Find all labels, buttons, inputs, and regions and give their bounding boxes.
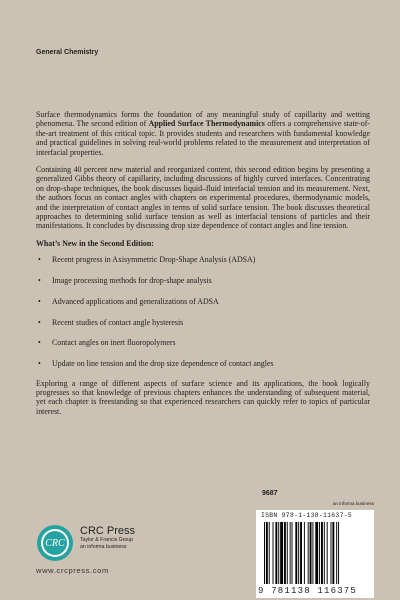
- publisher-name: CRC Press: [80, 525, 136, 537]
- bullet-icon: •: [38, 317, 41, 327]
- content-paragraph: Containing 40 percent new material and reorganized content, this second edition begins by presenting a generalized Gibbs theory of capillarity, including discussions of highly curved interfaces. Concentrating on drop-shape techniques, the book discusses liquid–fluid interfacial tension and its measurement. Next, the authors focus on contact angles with chapters on experimental procedures, thermodynamic models, and the interpretation of contact angles in terms of solid surface tension. The book discusses theoretical approaches to determining solid surface tension as well as interfacial tensions of particles and their manifestations. It concludes by discussing drop size dependence of contact angles and line tension.: [36, 165, 370, 231]
- whats-new-heading: What’s New in the Second Edition:: [36, 238, 154, 248]
- website-link[interactable]: www.crcpress.com: [36, 566, 109, 575]
- intro-paragraph: Surface thermodynamics forms the foundation of any meaningful study of capillarity and wetting phenomena. The second edition of Applied Surface Thermodynamics offers a comprehensive state-of-the-art treatment of this critical topic. It provides students and researchers with fundamental knowledge and practical guidelines in solving real-world problems related to the measurement and interpretation of interfacial properties.: [36, 110, 371, 157]
- back-cover-text: [36, 110, 370, 424]
- closing-paragraph: Exploring a range of different aspects of surface science and its applications, the book logically progresses so that knowledge of previous chapters enhances the understanding of subsequent material, yet each chapter is freestanding so that experienced researchers can quickly refer to topics of particular interest.: [36, 378, 370, 416]
- publisher-informa: an informa business: [80, 543, 127, 550]
- isbn-number: ISBN 978-1-138-11637-5: [261, 512, 352, 519]
- bullet-icon: •: [38, 276, 41, 286]
- bullet-icon: •: [38, 338, 41, 348]
- crc-logo-icon: [36, 524, 74, 562]
- bullet-icon: •: [38, 255, 41, 265]
- list-item: • Advanced applications and generalizations of ADSA: [38, 296, 219, 306]
- category-label: General Chemistry: [36, 49, 99, 56]
- list-item: • Image processing methods for drop-shape analysis: [38, 276, 212, 286]
- list-item: • Contact angles on inert fluoropolymers: [38, 338, 176, 348]
- barcode-icon: [264, 522, 368, 586]
- list-item: • Recent studies of contact angle hysteresis: [38, 317, 184, 327]
- publisher-block: [80, 525, 135, 550]
- bullet-icon: •: [38, 359, 41, 369]
- publisher-group: Taylor & Francis Group: [80, 537, 134, 543]
- barcode-box: [256, 510, 374, 598]
- whats-new-list: [36, 255, 370, 368]
- informa-label: an informa business: [332, 501, 374, 506]
- product-code: 9687: [262, 490, 278, 497]
- svg-text:CRC: CRC: [45, 538, 65, 549]
- list-item: • Recent progress in Axisymmetric Drop-Shape Analysis (ADSA): [38, 255, 256, 265]
- list-item: • Update on line tension and the drop size dependence of contact angles: [38, 359, 274, 369]
- barcode-digits: 9 781138 116375: [258, 586, 358, 596]
- book-title: Applied Surface Thermodynamics: [148, 119, 265, 129]
- bullet-icon: •: [38, 296, 41, 306]
